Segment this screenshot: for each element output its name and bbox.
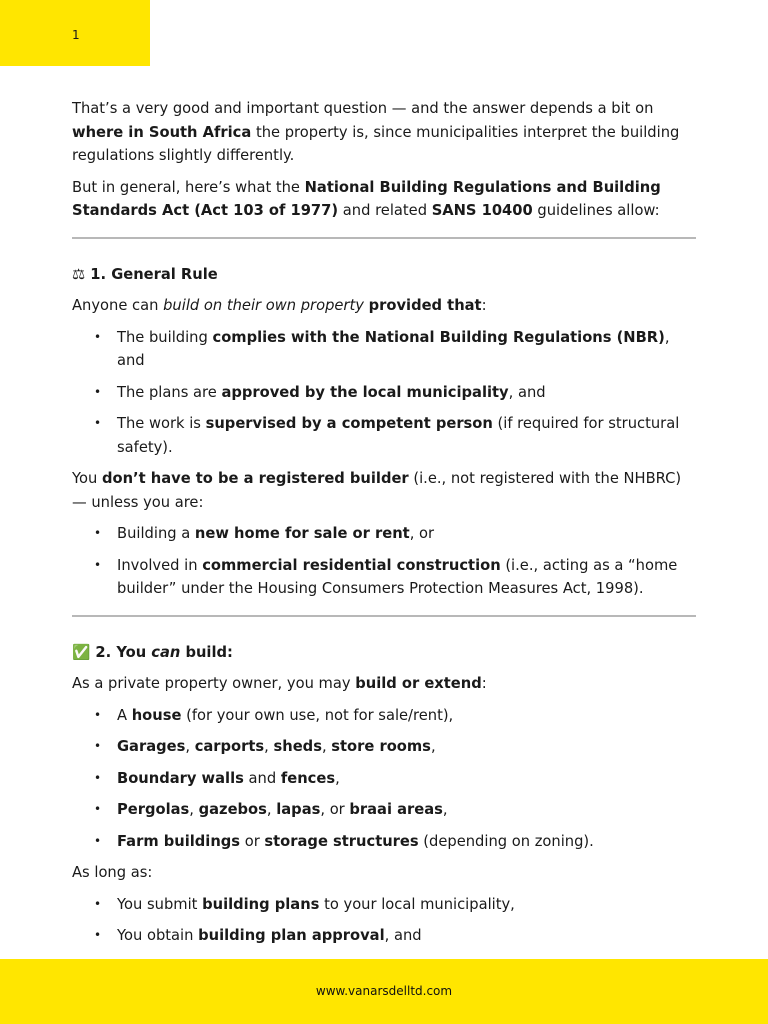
bold-text: Farm buildings	[117, 832, 241, 850]
bullet-icon: •	[94, 329, 102, 344]
section-heading	[72, 641, 696, 665]
italic-text: build on their own property	[163, 297, 364, 314]
document-body	[72, 97, 696, 956]
bold-text: new home for sale or rent	[194, 525, 410, 542]
text-run: :	[481, 297, 487, 314]
text-run: ,	[321, 738, 332, 755]
list-item	[94, 326, 696, 373]
bold-text: storage structures	[264, 832, 419, 850]
bold-text: building plans	[202, 895, 320, 913]
text-run: the property is, since municipalities interpret the building regulations slightly differently.	[72, 123, 680, 164]
text-run: , and	[117, 328, 670, 369]
paragraph	[72, 467, 696, 514]
bullet-icon: •	[94, 526, 102, 540]
page-number: 1	[72, 28, 80, 42]
text-run: The plans are	[117, 383, 222, 401]
text-run: As a private property owner, you may	[72, 675, 356, 692]
bullet-list	[72, 522, 696, 601]
bullet-icon: •	[94, 770, 102, 785]
bold-text: provided that	[368, 297, 482, 314]
text-run: As long as:	[72, 864, 153, 881]
text-run: and related	[338, 202, 432, 219]
text-run: Building a	[117, 525, 195, 542]
list-item	[94, 893, 696, 917]
bold-text: ⚖ 1. General Rule	[72, 265, 218, 283]
text-run: to your local municipality,	[319, 895, 515, 913]
bold-text: don’t have to be a registered builder	[101, 470, 409, 487]
text-run: ,	[264, 738, 274, 755]
bold-text: supervised by a competent person	[205, 415, 493, 432]
text-run: , or	[320, 801, 350, 818]
paragraph	[72, 294, 696, 318]
list-item	[94, 381, 696, 405]
text-run: :	[481, 675, 487, 692]
bold-text: house	[131, 706, 182, 724]
text-run: (for your own use, not for sale/rent),	[181, 706, 454, 724]
section-heading	[72, 263, 696, 287]
bold-text: Boundary walls	[117, 769, 244, 787]
bold-text: build or extend	[355, 675, 482, 692]
bold-text: gazebos	[198, 801, 267, 818]
text-run: ,	[335, 769, 340, 787]
bold-text: ✅ 2. You	[72, 643, 152, 661]
bullet-icon: •	[94, 416, 102, 430]
text-run: You submit	[117, 895, 203, 913]
text-run: and	[243, 769, 281, 787]
text-run: (if required for structural safety).	[117, 415, 680, 456]
bold-text: fences	[280, 769, 336, 787]
section-divider	[72, 615, 696, 617]
bold-text: commercial residential construction	[202, 556, 501, 574]
text-run: You obtain	[117, 927, 199, 944]
text-run: ,	[266, 801, 277, 818]
text-run: That’s a very good and important question — and the answer depends a bit on	[72, 100, 654, 117]
bold-text: where in South Africa	[72, 123, 252, 141]
text-run: (depending on zoning).	[418, 832, 594, 850]
bold-text: lapas	[276, 801, 321, 818]
text-run: guidelines allow:	[532, 202, 660, 219]
list-item	[94, 554, 696, 601]
bold-text: build:	[180, 643, 233, 661]
bold-text: Garages	[117, 738, 186, 755]
page-number-box	[0, 0, 150, 66]
bold-text: SANS 10400	[431, 202, 533, 219]
bullet-icon: •	[94, 707, 102, 722]
footer-band	[0, 959, 768, 1024]
text-run: The building	[117, 328, 213, 346]
text-run: You	[72, 470, 102, 487]
bold-text: store rooms	[331, 738, 431, 755]
footer-website-link[interactable]: www.vanarsdelltd.com	[315, 984, 453, 998]
intro-paragraph	[72, 97, 696, 168]
bold-text: National Building Regulations and Building Standards Act (Act 103 of 1977)	[72, 178, 661, 219]
list-item	[94, 798, 696, 822]
bullet-icon: •	[94, 833, 102, 848]
text-run: ,	[189, 801, 199, 818]
bold-text: building plan approval	[198, 927, 385, 944]
text-run: But in general, here’s what the	[72, 178, 305, 196]
bold-text: complies with the National Building Regulations (NBR)	[212, 328, 665, 346]
bullet-list	[72, 893, 696, 948]
text-run: Anyone can	[72, 297, 164, 314]
text-run: ,	[430, 738, 436, 755]
bullet-icon: •	[94, 928, 102, 942]
text-run: or	[240, 832, 265, 850]
bold-text: braai areas	[349, 801, 443, 818]
paragraph	[72, 672, 696, 696]
text-run: The work is	[117, 415, 206, 432]
bold-text: Pergolas	[117, 801, 190, 818]
text-run: Involved in	[117, 556, 203, 574]
text-run: A	[117, 706, 132, 724]
bullet-icon: •	[94, 802, 102, 816]
bold-text: approved by the local municipality	[221, 383, 509, 401]
list-item	[94, 522, 696, 546]
text-run: , and	[384, 927, 422, 944]
text-run: , or	[409, 525, 435, 542]
paragraph	[72, 861, 696, 885]
text-run: , and	[508, 383, 546, 401]
list-item	[94, 704, 696, 728]
text-run: (i.e., not registered with the NHBRC) — unless you are:	[72, 470, 682, 511]
bold-text: carports	[194, 738, 265, 755]
list-item	[94, 735, 696, 759]
list-item	[94, 924, 696, 948]
bullet-icon: •	[94, 896, 102, 911]
text-run: (i.e., acting as a “home builder” under the Housing Consumers Protection Measures Act, 1998).	[117, 556, 678, 597]
text-run: ,	[185, 738, 195, 755]
list-item	[94, 767, 696, 791]
list-item	[94, 412, 696, 459]
bullet-icon: •	[94, 557, 102, 572]
bold-text: sheds	[273, 738, 322, 755]
bold-text: can	[151, 643, 181, 661]
list-item	[94, 830, 696, 854]
section-divider	[72, 237, 696, 239]
text-run: ,	[442, 801, 448, 818]
bullet-icon: •	[94, 739, 102, 753]
bullet-list	[72, 704, 696, 854]
bullet-list	[72, 326, 696, 460]
intro-paragraph	[72, 176, 696, 223]
bullet-icon: •	[94, 384, 102, 399]
